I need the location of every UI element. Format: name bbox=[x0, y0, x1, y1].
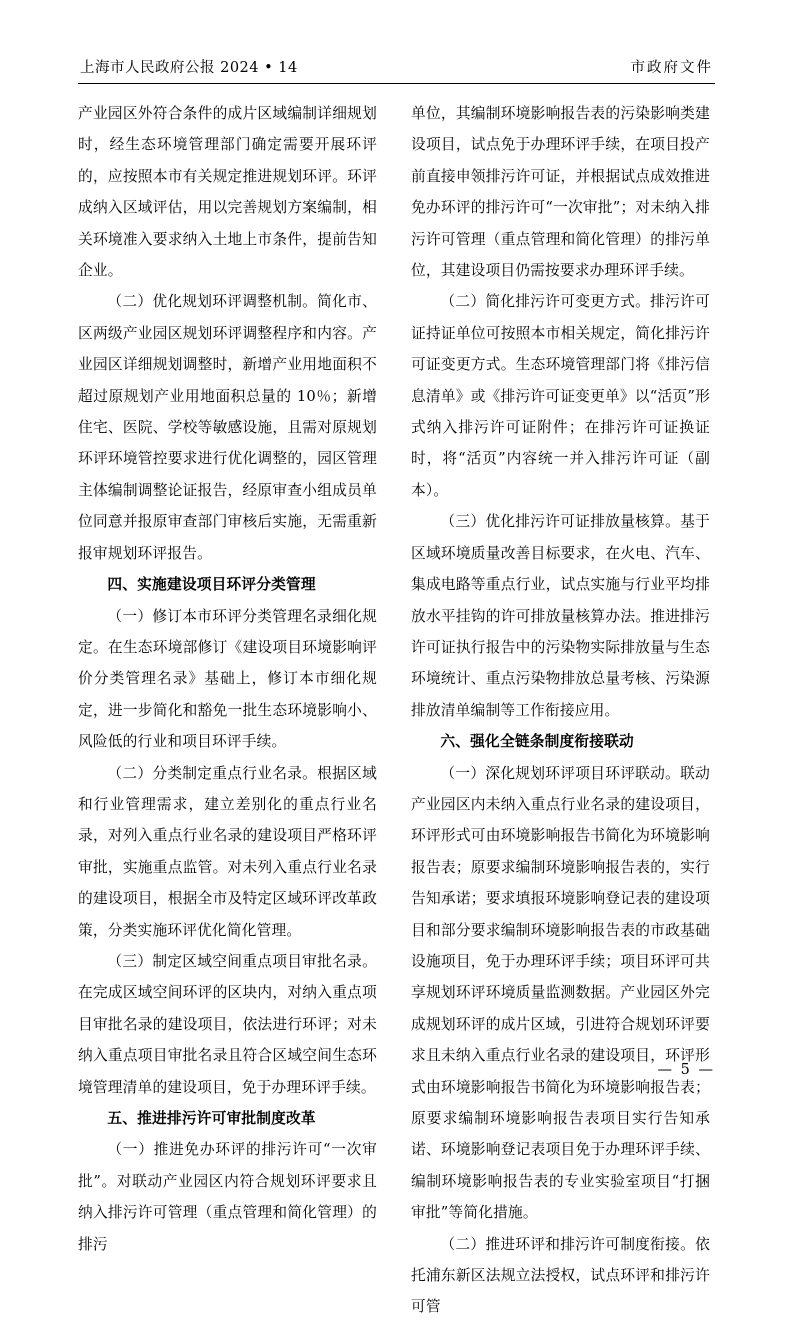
section-heading: 四、实施建设项目环评分类管理 bbox=[107, 576, 316, 594]
header-publication-title: 上海市人民政府公报 2024 • 14 bbox=[80, 60, 298, 76]
paragraph: （一）深化规划环评项目环评联动。联动产业园区内未纳入重点行业名录的建设项目，环评形式可由环境影响报告书简化为环境影响报告表；原要求编制环境影响报告表的，实行告知承诺；要求填报环境影响登记表的建设项目和部分要求编制环境影响报告表的市政基础设施项目，免于办理环评手续；项目环评可共享规划环评环境质量监测数据。产业园区外完成规划环评的成片区域，引进符合规划环评要求且未纳入重点行业名录的建设项目，环评形式由环境影响报告书简化为环境影响报告表；原要求编制环境影响报告表项目实行告知承诺、环境影响登记表项目免于办理环评手续、编制环境影响报告表的专业实验室项目“打捆审批”等简化措施。 bbox=[411, 764, 710, 1222]
paragraph: （一）修订本市环评分类管理名录细化规定。在生态环境部修订《建设项目环境影响评价分类管理名录》基础上，修订本市细化规定，进一步简化和豁免一批生态环境影响小、风险低的行业和项目环评手续。 bbox=[78, 607, 377, 751]
paragraph: 产业园区外符合条件的成片区域编制详细规划时，经生态环境管理部门确定需要开展环评的，应按照本市有关规定推进规划环评。环评成纳入区域评估，用以完善规划方案编制，相关环境准入要求纳入土地上市条件，提前告知企业。 bbox=[78, 105, 377, 280]
paragraph: （三）制定区域空间重点项目审批名录。在完成区域空间环评的区块内，对纳入重点项目审批名录的建设项目，依法进行环评；对未纳入重点项目审批名录且符合区域空间生态环境管理清单的建设项目，免于办理环评手续。 bbox=[78, 952, 377, 1096]
header-divider bbox=[78, 83, 715, 84]
paragraph: （二）推进环评和排污许可制度衔接。依托浦东新区法规立法授权，试点环评和排污许可管 bbox=[411, 1235, 710, 1316]
column-left bbox=[78, 98, 377, 1253]
column-right bbox=[411, 98, 710, 1316]
page-header bbox=[78, 56, 715, 83]
paragraph: （二）简化排污许可变更方式。排污许可证持证单位可按照本市相关规定，简化排污许可证变更方式。生态环境管理部门将《排污信息清单》或《排污许可证变更单》以“活页”形式纳入排污许可证附件；在排污许可证换证时，将“活页”内容统一并入排污许可证（副本）。 bbox=[411, 293, 710, 499]
section-heading: 六、强化全链条制度衔接联动 bbox=[440, 733, 634, 751]
paragraph: 单位，其编制环境影响报告表的污染影响类建设项目，试点免于办理环评手续，在项目投产前直接申领排污许可证，并根据试点成效推进免办环评的排污许可“一次审批”；对未纳入排污许可管理（重点管理和简化管理）的排污单位，其建设项目仍需按要求办理环评手续。 bbox=[411, 105, 710, 280]
header-section-title: 市政府文件 bbox=[630, 60, 713, 76]
paragraph: （二）分类制定重点行业名录。根据区域和行业管理需求，建立差别化的重点行业名录，对列入重点行业名录的建设项目严格环评审批，实施重点监管。对未列入重点行业名录的建设项目，根据全市及特定区域环评改革政策，分类实施环评优化简化管理。 bbox=[78, 764, 377, 939]
body-columns bbox=[78, 98, 715, 1316]
paragraph: （二）优化规划环评调整机制。简化市、区两级产业园区规划环评调整程序和内容。产业园区详细规划调整时，新增产业用地面积不超过原规划产业用地面积总量的 10％；新增住宅、医院、学校等敏感设施，且需对原规划环评环境管控要求进行优化调整的，园区管理主体编制调整论证报告，经原审查小组成员单位同意并报原审查部门审核后实施，无需重新报审规划环评报告。 bbox=[78, 293, 377, 562]
paragraph: （一）推进免办环评的排污许可“一次审批”。对联动产业园区内符合规划环评要求且纳入排污许可管理（重点管理和简化管理）的排污 bbox=[78, 1141, 377, 1253]
page-number: — 5 — bbox=[657, 1062, 715, 1078]
section-heading: 五、推进排污许可审批制度改革 bbox=[107, 1110, 316, 1127]
paragraph: （三）优化排污许可证排放量核算。基于区域环境质量改善目标要求，在火电、汽车、集成电路等重点行业，试点实施与行业平均排放水平挂钩的许可排放量核算办法。推进排污许可证执行报告中的污染物实际排放量与生态环境统计、重点污染物排放总量考核、污染源排放清单编制等工作衔接应用。 bbox=[411, 513, 710, 719]
